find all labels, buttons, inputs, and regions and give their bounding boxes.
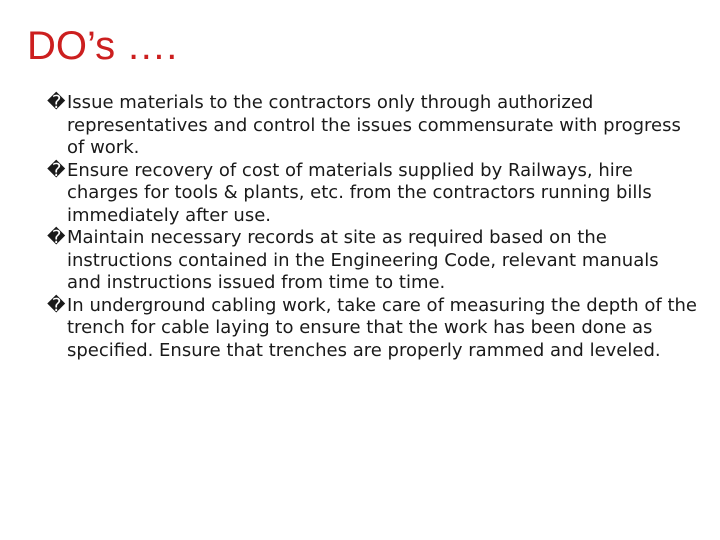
list-item [47, 160, 697, 228]
bullet-list [47, 92, 697, 362]
list-item [47, 227, 697, 295]
bullet-text: Maintain necessary records at site as required based on the instructions contained in the Engineering Code, relevant manuals and instructions issued from time to time. [67, 227, 659, 293]
bullet-icon: � [47, 294, 66, 316]
list-item [47, 92, 697, 160]
bullet-icon: � [47, 92, 66, 113]
list-item [47, 295, 697, 363]
bullet-text: Issue materials to the contractors only through authorized representatives and control the issues commensurate with progress of work. [67, 92, 681, 158]
slide-title: DO’s …. [27, 24, 178, 68]
bullet-icon: � [47, 227, 66, 248]
bullet-text: In underground cabling work, take care of measuring the depth of the trench for cable laying to ensure that the work has been done as specified. Ensure that trenches are properly rammed and leveled. [67, 294, 697, 361]
bullet-icon: � [47, 159, 66, 181]
bullet-text: Ensure recovery of cost of materials supplied by Railways, hire charges for tools & plants, etc. from the contractors running bills immediately after use. [67, 159, 652, 226]
